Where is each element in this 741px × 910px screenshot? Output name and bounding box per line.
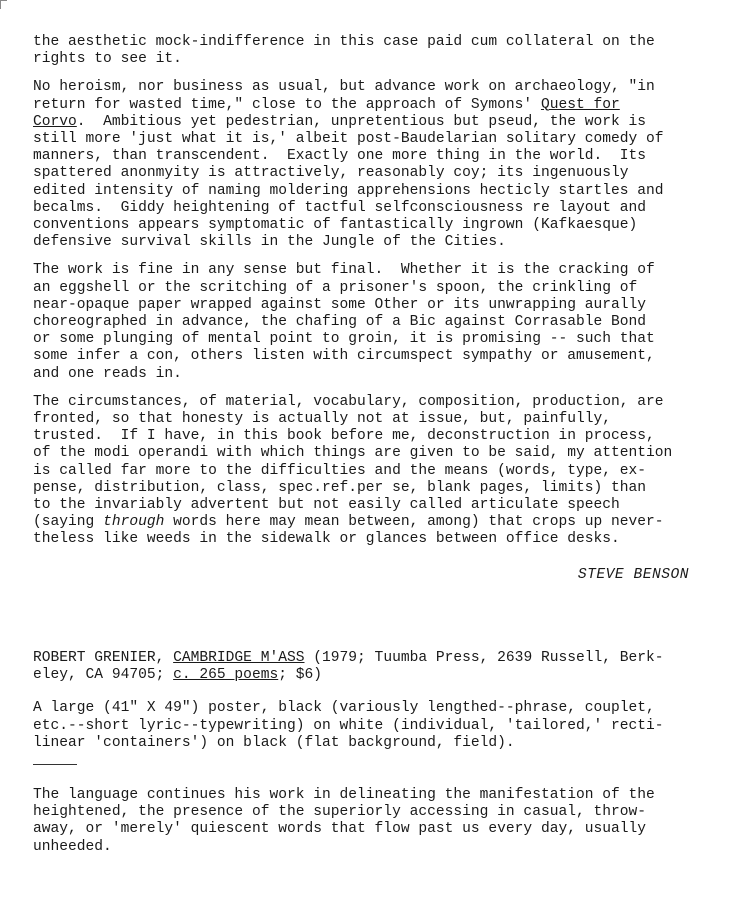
text-line: (saying [33,514,104,531]
text-line: is called far more to the difficulties and the means (words, type, ex- [33,462,647,479]
text-line: linear 'containers') on black (flat background, field). [33,734,515,751]
text-line: etc.--short lyric--typewriting) on white (individual, 'tailored,' recti- [33,717,664,734]
text-line: theless like weeds in the sidewalk or glances between office desks. [33,531,620,548]
text-line: of the modi operandi with which things are given to be said, my attention [33,445,673,462]
text-line: some infer a con, others listen with circumspect sympathy or amusement, [33,348,655,365]
section-divider [33,764,77,765]
publication-info: (1979; Tuumba Press, 2639 Russell, Berk- [304,650,664,666]
text-line: manners, than transcendent. Exactly one more thing in the world. Its [33,148,647,165]
text-line: trusted. If I have, in this book before me, deconstruction in process, [33,428,655,445]
paragraph-work-is-fine [33,262,701,382]
text-line: becalms. Giddy heightening of tactful selfconsciousness re layout and [33,199,647,216]
text-line: pense, distribution, class, spec.ref.per se, blank pages, limits) than [33,479,647,496]
text-line: or some plunging of mental point to groin, it is promising -- such that [33,331,655,348]
page-corner-mark [0,0,7,9]
text-line: unheeded. [33,838,112,855]
text-line: still more 'just what it is,' albeit post-Baudelarian solitary comedy of [33,131,664,148]
author-signature: STEVE BENSON [577,566,689,583]
paragraph-heroism [33,79,701,251]
paragraph-poster [33,700,701,752]
text-line: choreographed in advance, the chafing of a Bic against Corrasable Bond [33,314,647,331]
text-line: rights to see it. [33,51,182,68]
poem-count: c. 265 poems [173,667,279,684]
text-line: the aesthetic mock-indifference in this case paid cum collateral on the [33,34,655,50]
text-line: No heroism, nor business as usual, but advance work on archaeology, "in [33,79,655,96]
publication-info: eley, CA 94705; [33,667,174,684]
text-line: . Ambitious yet pedestrian, unpretentious but pseud, the work is [76,113,647,130]
review-robert-grenier [33,650,701,856]
review-heading [33,650,701,684]
text-line: and one reads in. [33,365,182,382]
text-line: The work is fine in any sense but final. Whether it is the cracking of [33,262,655,279]
text-line: heightened, the presence of the superiorly accessing in casual, throw- [33,804,647,821]
italic-word: through [103,514,165,531]
text-line: return for wasted time," close to the approach of Symons' [33,96,541,113]
text-line: words here may mean between, among) that crops up never- [164,514,664,531]
paragraph-language [33,787,701,856]
text-line: spattered anonmyity is attractively, reasonably coy; its ingenuously [33,165,629,182]
text-line: The language continues his work in delineating the manifestation of the [33,787,655,804]
paragraph-circumstances [33,394,701,549]
text-line: fronted, so that honesty is actually not at issue, but, painfully, [33,411,612,428]
text-line: edited intensity of naming moldering apprehensions hecticly startles and [33,182,664,199]
text-line: near-opaque paper wrapped against some Other or its unwrapping aurally [33,296,647,313]
text-line: defensive survival skills in the Jungle of the Cities. [33,234,506,251]
book-title-underlined: Corvo [33,113,77,130]
text-line: A large (41" X 49") poster, black (variously lengthed--phrase, couplet, [33,700,655,717]
text-line: conventions appears symptomatic of fantastically ingrown (Kafkaesque) [33,217,638,234]
paragraph-continuation [33,34,701,68]
text-line: The circumstances, of material, vocabulary, composition, production, are [33,393,664,410]
book-title-underlined: CAMBRIDGE M'ASS [173,650,305,666]
text-line: away, or 'merely' quiescent words that flow past us every day, usually [33,821,647,838]
price: ; $6) [278,667,323,684]
author-name: ROBERT GRENIER, [33,650,174,666]
book-title-underlined: Quest for [540,96,620,113]
text-line: to the invariably advertent but not easily called articulate speech [33,497,620,514]
review-steve-benson [33,34,701,584]
text-line: an eggshell or the scritching of a prisoner's spoon, the crinkling of [33,279,638,296]
